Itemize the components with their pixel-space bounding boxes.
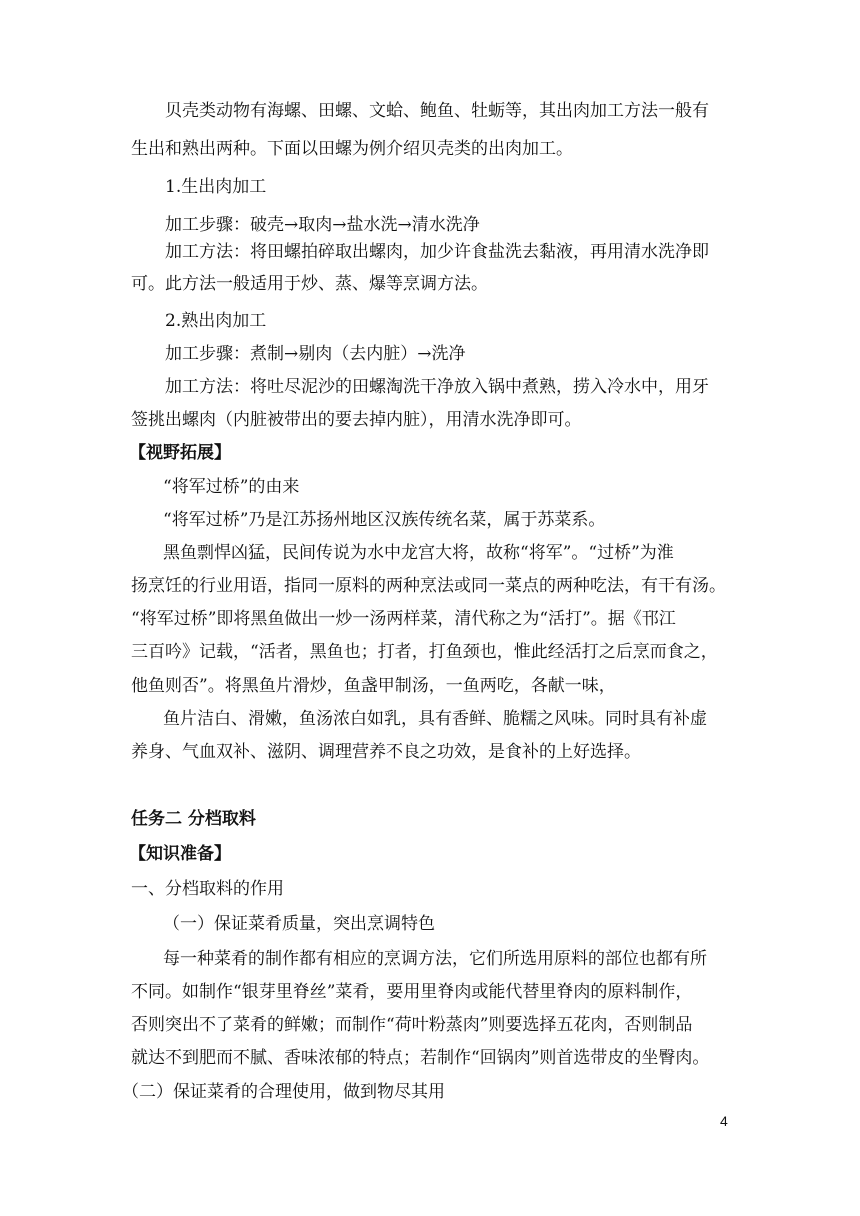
expand-para-2-line-4: 三百吟》记载，“活者，黑鱼也；打者，打鱼颈也，惟此经活打之后烹而食之， (131, 642, 718, 662)
raw-method-line-1: 加工方法：将田螺拍碎取出螺肉，加少许食盐洗去黏液，再用清水洗净即 (165, 242, 709, 262)
cooked-steps: 加工步骤：煮制→剔肉（去内脏）→洗净 (165, 344, 466, 364)
item-heading-1: （一）保证菜肴质量，突出烹调特色 (163, 914, 435, 934)
item-heading-2: （二）保证菜肴的合理使用，做到物尽其用 (122, 1082, 445, 1102)
cooked-title: 2.熟出肉加工 (165, 311, 267, 331)
expand-para-3-line-2: 养身、气血双补、滋阴、调理营养不良之功效，是食补的上好选择。 (131, 742, 641, 762)
expand-para-2-line-1: 黑鱼剽悍凶猛，民间传说为水中龙宫大将，故称“将军”。“过桥”为淮 (163, 543, 674, 563)
page-number: 4 (720, 1113, 728, 1129)
intro-line-2: 生出和熟出两种。下面以田螺为例介绍贝壳类的出肉加工。 (131, 139, 573, 159)
raw-steps: 加工步骤：破壳→取肉→盐水洗→清水洗净 (165, 215, 480, 235)
task2-para-line-4: 就达不到肥而不腻、香味浓郁的特点；若制作“回锅肉”则首选带皮的坐臀肉。 (131, 1048, 710, 1068)
task2-para-line-2: 不同。如制作“银芽里脊丝”菜肴，要用里脊肉或能代替里脊肉的原料制作， (131, 982, 693, 1002)
intro-line-1: 贝壳类动物有海螺、田螺、文蛤、鲍鱼、牡蛎等，其出肉加工方法一般有 (165, 101, 709, 121)
cooked-method-line-2: 签挑出螺肉（内脏被带出的要去掉内脏），用清水洗净即可。 (131, 410, 582, 430)
knowledge-heading: 【知识准备】 (129, 844, 231, 864)
expand-para-2-line-3: “将军过桥”即将黑鱼做出一炒一汤两样菜，清代称之为“活打”。据《邗江 (131, 609, 676, 629)
expand-subtitle: “将军过桥”的由来 (163, 477, 300, 497)
raw-title: 1.生出肉加工 (165, 177, 267, 197)
task2-para-line-3: 否则突出不了菜肴的鲜嫩；而制作“荷叶粉蒸肉”则要选择五花肉，否则制品 (131, 1015, 693, 1035)
expand-para-1: “将军过桥”乃是江苏扬州地区汉族传统名菜，属于苏菜系。 (163, 510, 606, 530)
cooked-method-line-1: 加工方法：将吐尽泥沙的田螺淘洗干净放入锅中煮熟，捞入冷水中，用牙 (165, 377, 709, 397)
section-heading-1: 一、分档取料的作用 (131, 879, 284, 899)
expand-para-2-line-2: 扬烹饪的行业用语，指同一原料的两种烹法或同一菜点的两种吃法，有干有汤。 (131, 576, 726, 596)
expand-para-2-line-5: 他鱼则否”。将黑鱼片滑炒，鱼盏甲制汤，一鱼两吃，各献一味， (131, 676, 616, 696)
raw-method-line-2: 可。此方法一般适用于炒、蒸、爆等烹调方法。 (131, 274, 488, 294)
expand-para-3-line-1: 鱼片洁白、滑嫩，鱼汤浓白如乳，具有香鲜、脆糯之风味。同时具有补虚 (163, 709, 707, 729)
task2-para-line-1: 每一种菜肴的制作都有相应的烹调方法，它们所选用原料的部位也都有所 (163, 949, 707, 969)
expand-heading: 【视野拓展】 (129, 443, 231, 463)
task2-title: 任务二 分档取料 (131, 809, 256, 829)
